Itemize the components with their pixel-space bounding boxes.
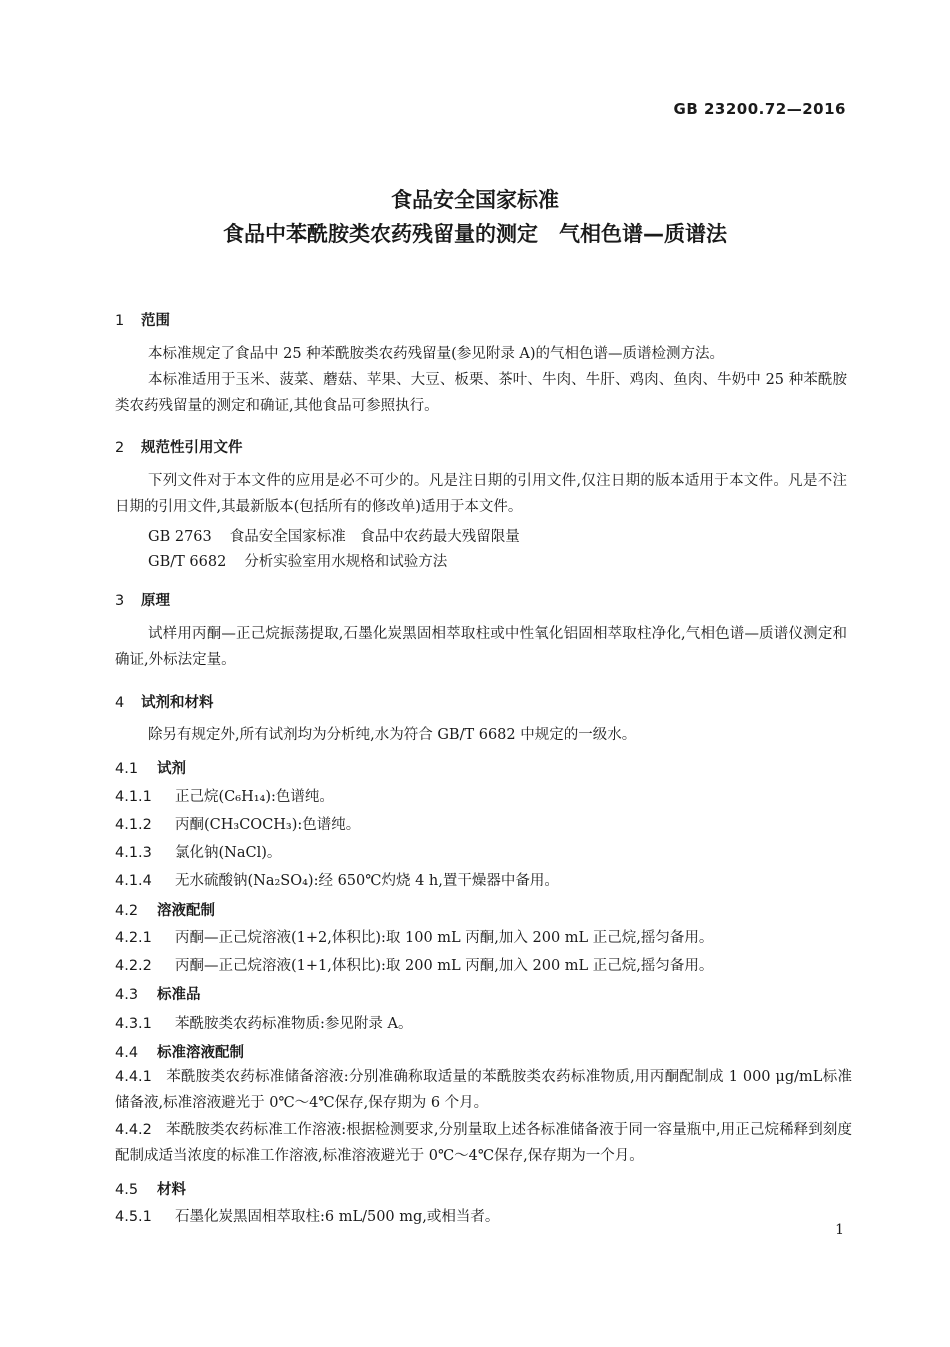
subsection-4-5-heading [115,1178,186,1199]
subsection-number: 4.5 [115,1182,139,1198]
section-title: 试剂和材料 [141,695,214,711]
section-1-paragraph-1: 本标准规定了食品中 25 种苯酰胺类农药残留量(参见附录 A)的气相色谱—质谱检测方法。 [148,346,725,362]
subsection-4-3-heading [115,983,201,1004]
section-1-paragraph-2: 本标准适用于玉米、菠菜、蘑菇、苹果、大豆、板栗、茶叶、牛肉、牛肝、鸡肉、鱼肉、牛奶中 25 种苯酰胺类农药残留量的测定和确证,其他食品可参照执行。 [115,372,847,414]
section-3-paragraph-1: 试样用丙酮—正己烷振荡提取,石墨化炭黑固相萃取柱或中性氧化铝固相萃取柱净化,气相色谱—质谱仪测定和确证,外标法定量。 [115,626,847,668]
clause-number: 4.2.2 [115,958,152,974]
clause-item [115,841,281,862]
reference-item [148,550,447,571]
subsection-number: 4.4 [115,1045,139,1061]
clause-text: 无水硫酸钠(Na₂SO₄):经 650℃灼烧 4 h,置干燥器中备用。 [175,873,559,889]
clause-item [115,926,713,947]
clause-number: 4.2.1 [115,930,152,946]
subsection-number: 4.1 [115,761,139,777]
subsection-4-2-heading [115,899,215,920]
clause-text: 苯酰胺类农药标准储备溶液:分别准确称取适量的苯酰胺类农药标准物质,用丙酮配制成 1 000 μg/mL标准储备液,标准溶液避光于 0℃～4℃保存,保存期为 6 个月。 [115,1069,852,1111]
reference-title: 分析实验室用水规格和试验方法 [244,554,448,570]
clause-number: 4.3.1 [115,1016,152,1032]
standard-number: GB 23200.72—2016 [673,100,846,118]
document-title-line1: 食品安全国家标准 [391,188,559,212]
clause-number: 4.1.4 [115,873,152,889]
clause-number: 4.1.1 [115,789,152,805]
document-title-line2: 食品中苯酰胺类农药残留量的测定 气相色谱—质谱法 [223,222,727,246]
subsection-number: 4.2 [115,903,139,919]
clause-number: 4.1.3 [115,845,152,861]
subsection-4-1-heading [115,757,186,778]
subsection-title: 试剂 [157,761,186,777]
subsection-title: 材料 [157,1182,186,1198]
subsection-4-4-heading [115,1041,244,1062]
section-2-heading [115,436,243,457]
clause-text: 氯化钠(NaCl)。 [175,845,282,861]
section-title: 原理 [141,593,170,609]
clause-item [115,1117,852,1169]
clause-number: 4.4.2 [115,1122,152,1138]
subsection-title: 标准溶液配制 [157,1045,244,1061]
clause-text: 丙酮—正己烷溶液(1+1,体积比):取 200 mL 丙酮,加入 200 mL 正己烷,摇匀备用。 [175,958,714,974]
clause-item [115,813,360,834]
reference-item [148,525,520,546]
reference-title: 食品安全国家标准 食品中农药最大残留限量 [229,529,520,545]
page-number: 1 [835,1222,844,1238]
clause-text: 石墨化炭黑固相萃取柱:6 mL/500 mg,或相当者。 [175,1209,500,1225]
reference-code: GB/T 6682 [148,554,227,570]
subsection-number: 4.3 [115,987,139,1003]
clause-text: 苯酰胺类农药标准物质:参见附录 A。 [175,1016,413,1032]
clause-item [115,1064,852,1116]
section-1-heading [115,309,170,330]
section-number: 3 [115,593,125,609]
clause-number: 4.4.1 [115,1069,152,1085]
section-4-paragraph-1: 除另有规定外,所有试剂均为分析纯,水为符合 GB/T 6682 中规定的一级水。 [148,727,637,743]
section-number: 2 [115,440,125,456]
clause-text: 丙酮—正己烷溶液(1+2,体积比):取 100 mL 丙酮,加入 200 mL 正己烷,摇匀备用。 [175,930,714,946]
clause-text: 苯酰胺类农药标准工作溶液:根据检测要求,分别量取上述各标准储备液于同一容量瓶中,用正己烷稀释到刻度配制成适当浓度的标准工作溶液,标准溶液避光于 0℃～4℃保存,保存期为一个月。 [115,1122,852,1164]
section-2-paragraph-1: 下列文件对于本文件的应用是必不可少的。凡是注日期的引用文件,仅注日期的版本适用于本文件。凡是不注日期的引用文件,其最新版本(包括所有的修改单)适用于本文件。 [115,473,847,515]
subsection-title: 溶液配制 [157,903,215,919]
section-title: 范围 [141,313,170,329]
subsection-title: 标准品 [157,987,201,1003]
section-number: 1 [115,313,125,329]
clause-item [115,869,559,890]
clause-item [115,1205,499,1226]
clause-item [115,785,334,806]
section-4-heading [115,691,214,712]
clause-text: 丙酮(CH₃COCH₃):色谱纯。 [175,817,361,833]
clause-number: 4.1.2 [115,817,152,833]
section-title: 规范性引用文件 [141,440,243,456]
clause-item [115,1012,412,1033]
clause-number: 4.5.1 [115,1209,152,1225]
reference-code: GB 2763 [148,529,212,545]
section-3-heading [115,589,170,610]
clause-text: 正己烷(C₆H₁₄):色谱纯。 [175,789,334,805]
clause-item [115,954,713,975]
section-number: 4 [115,695,125,711]
